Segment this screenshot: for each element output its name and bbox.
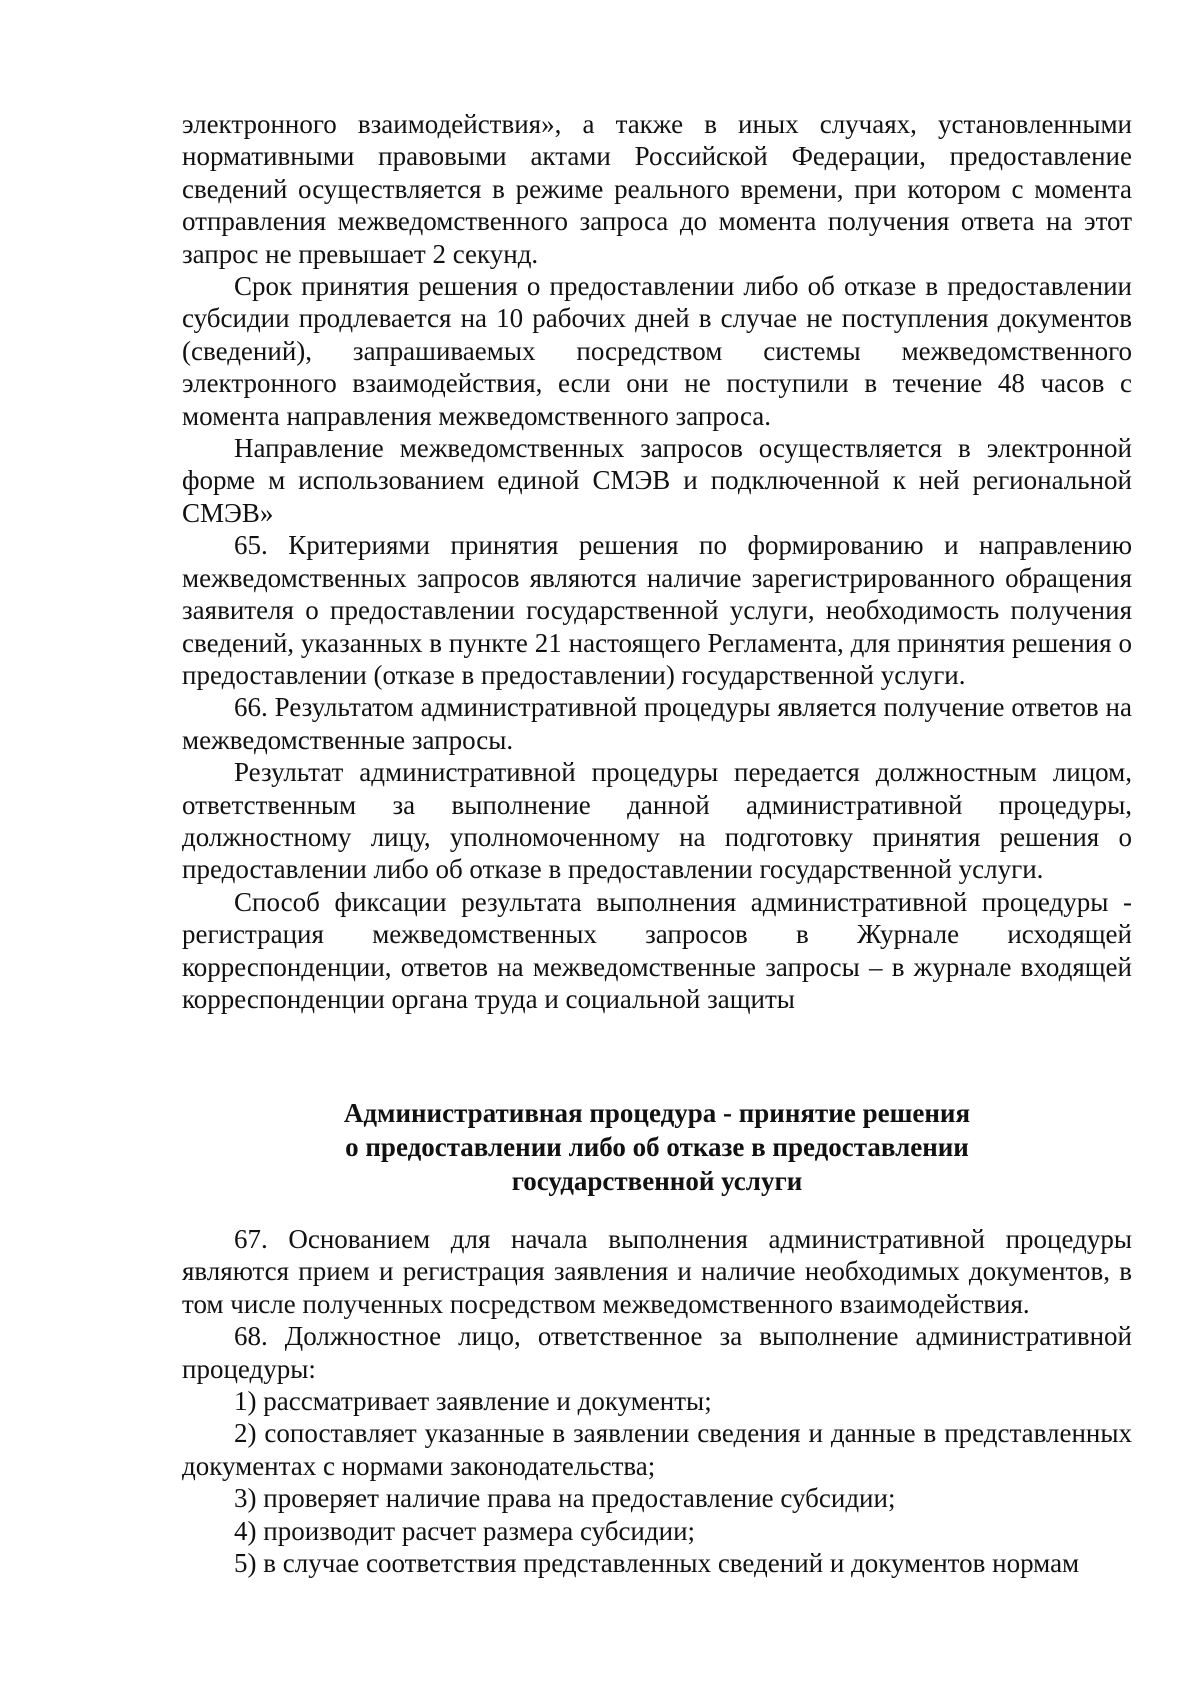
paragraph: Способ фиксации результата выполнения административной процедуры - регистрация межведомственных запросов в Журнале исходящей корреспонденции, ответов на межведомственные запросы – в журнале входящей корреспонденции органа труда и социальной защиты	[182, 886, 1132, 1014]
paragraph: Результат административной процедуры передается должностным лицом, ответственным за выполнение данной административной процедуры, должностному лицу, уполномоченному на подготовку принятия решения о предоставлении либо об отказе в предоставлении государственной услуги.	[182, 757, 1132, 885]
paragraph-item-68: 68. Должностное лицо, ответственное за выполнение административной процедуры:	[182, 1321, 1132, 1384]
document-body-bottom	[182, 1223, 1132, 1579]
paragraph: Срок принятия решения о предоставлении либо об отказе в предоставлении субсидии продлевается на 10 рабочих дней в случае не поступления документов (сведений), запрашиваемых посредством системы межведомственного электронного взаимодействия, если они не поступили в течение 48 часов с момента направления межведомственного запроса.	[182, 271, 1132, 431]
list-item: 5) в случае соответствия представленных сведений и документов нормам	[234, 1548, 1080, 1579]
section-heading-line: государственной услуги	[511, 1166, 803, 1196]
document-body-top	[182, 108, 1132, 1015]
paragraph: Направление межведомственных запросов осуществляется в электронной форме м использованием единой СМЭВ и подключенной к ней региональной СМЭВ»	[182, 433, 1132, 528]
list-item: 4) производит расчет размера субсидии;	[234, 1515, 696, 1546]
list-item: 1) рассматривает заявление и документы;	[234, 1386, 712, 1417]
list-item: 3) проверяет наличие права на предоставление субсидии;	[234, 1483, 896, 1514]
paragraph-item-67: 67. Основанием для начала выполнения административной процедуры являются прием и регистрация заявления и наличие необходимых документов, в том числе полученных посредством межведомственного взаимодействия.	[182, 1224, 1132, 1319]
paragraph-item-65: 65. Критериями принятия решения по формированию и направлению межведомственных запросов являются наличие зарегистрированного обращения заявителя о предоставлении государственной услуги, необходимость получения сведений, указанных в пункте 21 настоящего Регламента, для принятия решения о предоставлении (отказе в предоставлении) государственной услуги.	[182, 530, 1132, 690]
list-item: 2) сопоставляет указанные в заявлении сведения и данные в представленных документах с нормами законодательства;	[182, 1418, 1132, 1481]
section-heading-line: о предоставлении либо об отказе в предоставлении	[345, 1132, 969, 1162]
section-heading	[182, 1096, 1132, 1198]
section-heading-line: Административная процедура - принятие решения	[343, 1098, 971, 1128]
paragraph-continuation: электронного взаимодействия», а также в иных случаях, установленными нормативными правовыми актами Российской Федерации, предоставление сведений осуществляется в режиме реального времени, при котором с момента отправления межведомственного запроса до момента получения ответа на этот запрос не превышает 2 секунд.	[182, 109, 1132, 269]
paragraph-item-66: 66. Результатом административной процедуры является получение ответов на межведомственные запросы.	[182, 692, 1132, 755]
